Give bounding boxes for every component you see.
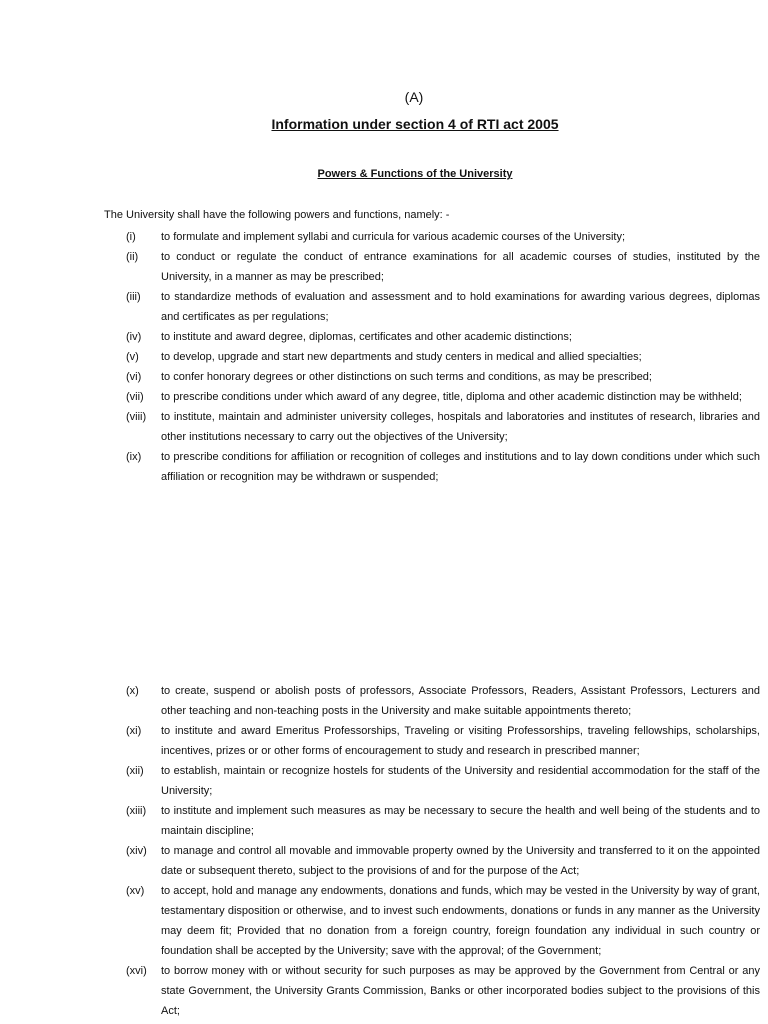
list-item-text: to establish, maintain or recognize hostels for students of the University and residential accommodation for the staff of the University; [161, 765, 760, 797]
list-item [126, 841, 760, 881]
list-item [126, 407, 760, 447]
list-item-number: (xii) [126, 765, 144, 777]
section-marker-label: (A) [404, 89, 424, 105]
list-item-text: to manage and control all movable and immovable property owned by the University and transferred to it on the appointed date or subsequent thereto, subject to the provisions of and for the purpose of the Act; [161, 845, 760, 877]
list-item [126, 247, 760, 287]
list-item-text: to formulate and implement syllabi and curricula for various academic courses of the University; [161, 231, 626, 243]
list-item-number: (xv) [126, 885, 145, 897]
list-item [126, 681, 760, 721]
list-item [126, 347, 760, 367]
list-item-number: (i) [126, 231, 136, 243]
list-item-number: (xiii) [126, 805, 147, 817]
document-title: Information under section 4 of RTI act 2005 [271, 116, 559, 132]
list-item-number: (ii) [126, 251, 139, 263]
list-item-number: (xi) [126, 725, 142, 737]
list-item [126, 227, 760, 247]
list-item-number: (iii) [126, 291, 141, 303]
list-item [126, 387, 760, 407]
list-item-text: to institute and award Emeritus Professorships, Traveling or visiting Professorships, traveling fellowships, scholarships, incentives, prizes or or other forms of encouragement to study and research in prescribed manner; [161, 725, 760, 757]
list-item-text: to borrow money with or without security for such purposes as may be approved by the Government from Central or any state Government, the University Grants Commission, Banks or other incorporated bodies subject to the provisions of this Act; [161, 965, 760, 1017]
list-item-text: to conduct or regulate the conduct of entrance examinations for all academic courses of studies, instituted by the University, in a manner as may be prescribed; [161, 251, 760, 283]
list-item [126, 801, 760, 841]
list-item-number: (v) [126, 351, 139, 363]
list-item-text: to accept, hold and manage any endowments, donations and funds, which may be vested in the University by way of grant, testamentary disposition or otherwise, and to invest such endowments, donations or funds in any manner as the University may deem fit; Provided that no donation from a foreign country, foreign foundation any individual in such country or foundation shall be accepted by the University; save with the approval; of the Government; [161, 885, 760, 957]
list-item [126, 721, 760, 761]
section-subtitle: Powers & Functions of the University [317, 168, 513, 180]
list-item [126, 367, 760, 387]
list-item [126, 287, 760, 327]
list-item-number: (xvi) [126, 965, 147, 977]
list-item-text: to institute, maintain and administer university colleges, hospitals and laboratories and institutes of research, libraries and other institutions necessary to carry out the objectives of the University; [161, 411, 760, 443]
list-item-number: (vii) [126, 391, 144, 403]
list-item [126, 447, 760, 487]
section-marker [0, 88, 768, 106]
list-item-text: to standardize methods of evaluation and assessment and to hold examinations for awarding various degrees, diplomas and certificates as per regulations; [161, 291, 760, 323]
list-item-number: (viii) [126, 411, 147, 423]
list-item-number: (vi) [126, 371, 142, 383]
list-item-text: to create, suspend or abolish posts of professors, Associate Professors, Readers, Assistant Professors, Lecturers and other teaching and non-teaching posts in the University and make suitable appointments thereto; [161, 685, 760, 717]
list-item-text: to confer honorary degrees or other distinctions on such terms and conditions, as may be prescribed; [161, 371, 652, 383]
intro-paragraph: The University shall have the following powers and functions, namely: - [104, 209, 450, 221]
list-item-number: (ix) [126, 451, 142, 463]
list-item [126, 327, 760, 347]
list-item-text: to prescribe conditions under which award of any degree, title, diploma and other academic distinction may be withheld; [161, 391, 742, 403]
functions-list-part1 [126, 227, 760, 487]
list-item [126, 881, 760, 961]
list-item-number: (x) [126, 685, 139, 697]
functions-list-part2 [126, 681, 760, 1021]
list-item [126, 961, 760, 1021]
list-item-text: to institute and implement such measures as may be necessary to secure the health and well being of the students and to maintain discipline; [161, 805, 760, 837]
list-item-text: to institute and award degree, diplomas, certificates and other academic distinctions; [161, 331, 572, 343]
list-item-number: (xiv) [126, 845, 147, 857]
list-item-number: (iv) [126, 331, 142, 343]
list-item [126, 761, 760, 801]
list-item-text: to develop, upgrade and start new departments and study centers in medical and allied specialties; [161, 351, 642, 363]
list-item-text: to prescribe conditions for affiliation or recognition of colleges and institutions and to lay down conditions under which such affiliation or recognition may be withdrawn or suspended; [161, 451, 760, 483]
